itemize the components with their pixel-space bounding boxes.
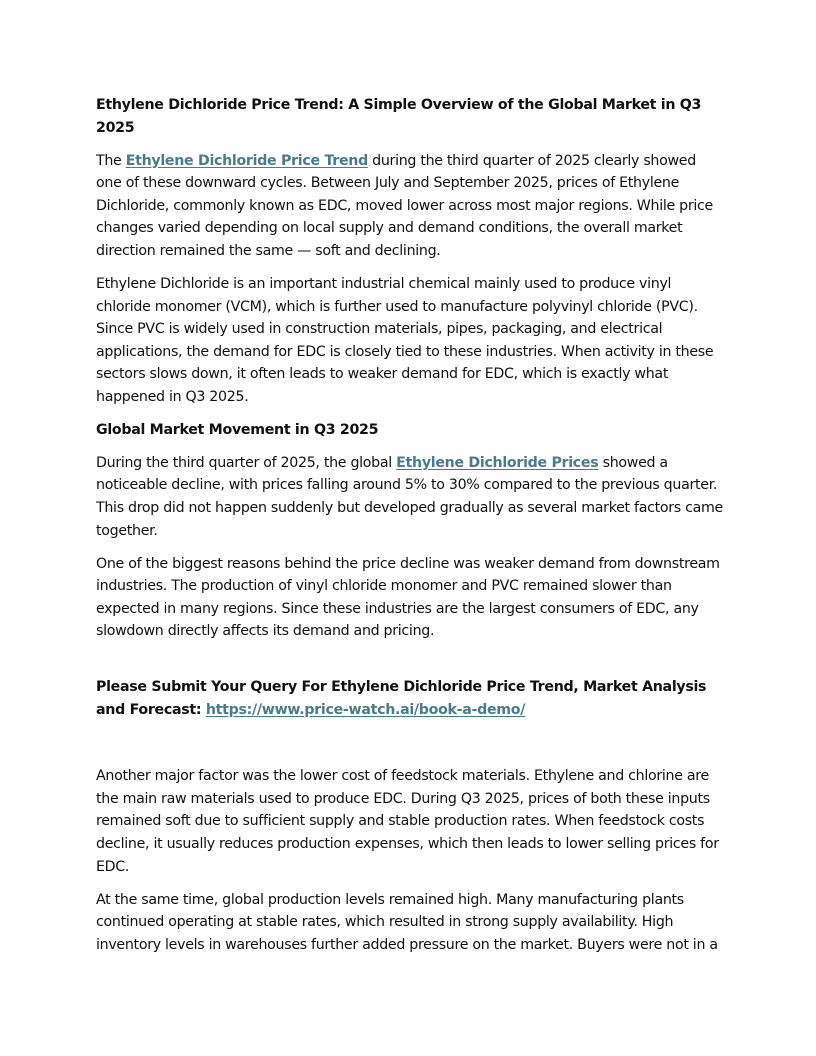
- production-paragraph: At the same time, global production levels remained high. Many manufacturing plants continued operating at stable rates, which resulted in strong supply availability. High inventory levels in warehouses further added pressure on the market. Buyers were not in a: [96, 891, 718, 953]
- price-trend-link[interactable]: Ethylene Dichloride Price Trend: [125, 152, 368, 169]
- intro-text-end: during the third quarter of 2025 clearly showed one of these downward cycles. Between July and September 2025, prices of Ethylene Dichloride, commonly known as EDC, moved lower across most major regions. While price changes varied depending on local supply and demand conditions, the overall market direction remained the same — soft and declining.: [96, 152, 713, 259]
- query-callout-text: Please Submit Your Query For Ethylene Dichloride Price Trend, Market Analysis and Forecast:: [96, 679, 707, 718]
- spacer: [96, 653, 724, 676]
- book-demo-link[interactable]: https://www.price-watch.ai/book-a-demo/: [205, 701, 526, 718]
- feedstock-paragraph: Another major factor was the lower cost of feedstock materials. Ethylene and chlorine are the main raw materials used to produce EDC. During Q3 2025, prices of both these inputs remained soft due to sufficient supply and stable production rates. When feedstock costs decline, it usually reduces production expenses, which then leads to lower selling prices for EDC.: [96, 768, 719, 875]
- demand-paragraph: One of the biggest reasons behind the price decline was weaker demand from downstream industries. The production of vinyl chloride monomer and PVC remained slower than expected in many regions. Since these industries are the largest consumers of EDC, any slowdown directly affects its demand and pricing.: [96, 555, 720, 640]
- global-text-end: showed a noticeable decline, with prices falling around 5% to 30% compared to the previous quarter. This drop did not happen suddenly but developed gradually as several market factors came together.: [96, 454, 723, 539]
- intro-paragraph: [96, 150, 724, 263]
- global-market-paragraph: [96, 452, 724, 542]
- document-page: [96, 94, 724, 967]
- query-callout: [96, 676, 724, 721]
- intro-text-start: The: [96, 152, 126, 169]
- section-heading-global-market: Global Market Movement in Q3 2025: [96, 421, 379, 438]
- document-title: Ethylene Dichloride Price Trend: A Simple Overview of the Global Market in Q3 2025: [96, 97, 702, 136]
- spacer: [96, 721, 724, 765]
- prices-link[interactable]: Ethylene Dichloride Prices: [396, 454, 599, 471]
- global-text-start: During the third quarter of 2025, the global: [96, 454, 397, 471]
- edc-usage-paragraph: Ethylene Dichloride is an important industrial chemical mainly used to produce vinyl chloride monomer (VCM), which is further used to manufacture polyvinyl chloride (PVC). Since PVC is widely used in construction materials, pipes, packaging, and electrical applications, the demand for EDC is closely tied to these industries. When activity in these sectors slows down, it often leads to weaker demand for EDC, which is exactly what happened in Q3 2025.: [96, 275, 714, 405]
